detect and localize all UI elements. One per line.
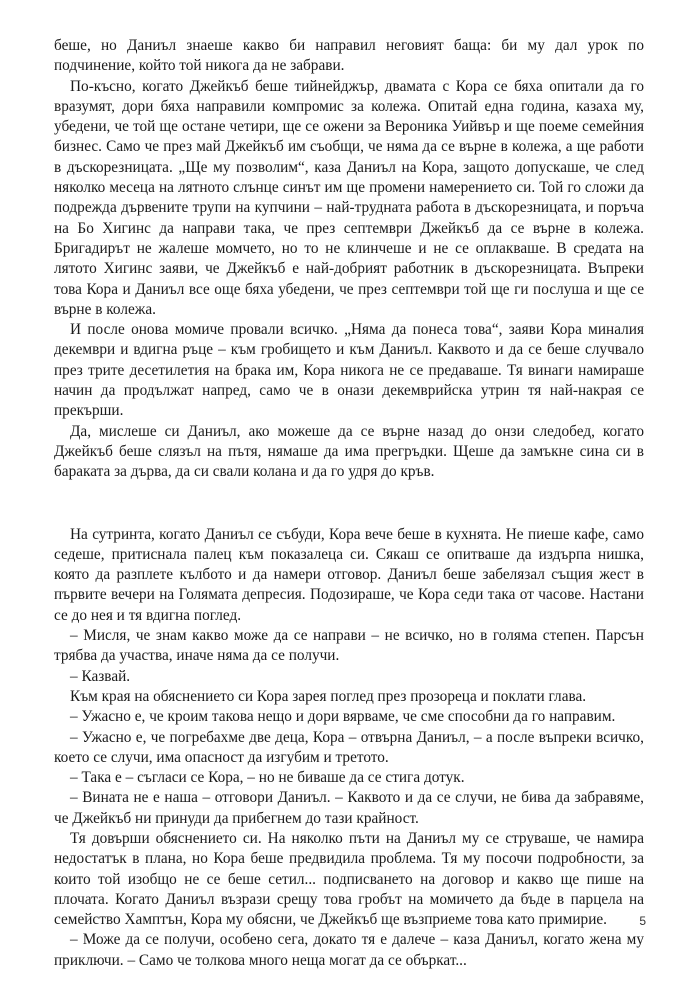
paragraph: Да, мислеше си Даниъл, ако можеше да се върне назад до онзи следобед, когато Джейкъб беше слязъл на пътя, нямаше да има прегръдки. Щеше да замъкне сина си в бараката за дърва, да си свали колана и да го удря до кръв. [54,422,644,481]
dialogue-line: – Вината не е наша – отговори Даниъл. – Каквото и да се случи, не бива да забравяме, че Джейкъб ни принуди да прибегнем до тази крайност. [54,789,644,827]
paragraph: беше, но Даниъл знаеше какво би направил неговият баща: би му дал урок по подчинение, който той никога да не забрави. [54,37,644,75]
dialogue-line: – Ужасно е, че кроим такова нещо и дори вярваме, че сме способни да го направим. [70,708,616,726]
page-body [54,36,644,971]
dialogue-line: – Ужасно е, че погребахме две деца, Кора – отвърна Даниъл, – а после въпреки всичко, което се случи, има опасност да изгубим и третото. [54,728,644,766]
section-break [54,483,644,525]
dialogue-line: – Казвай. [70,667,131,685]
dialogue-line: – Мисля, че знам какво може да се направи – не всичко, но в голяма степен. Парсън трябва да участва, иначе няма да се получи. [54,627,644,665]
paragraph: На сутринта, когато Даниъл се събуди, Кора вече беше в кухнята. Не пиеше кафе, само седеше, притиснала палец към показалеца си. Сякаш се опитваше да издърпа нишка, която да разплете кълбото и да намери отговор. Даниъл беше забелязал същия жест в първите вечери на Голямата депресия. Подозираше, че Кора седи така от часове. Настани се до нея и тя вдигна поглед. [54,525,644,624]
dialogue-line: – Може да се получи, особено сега, докато тя е далече – каза Даниъл, когато жена му приключи. – Само че толкова много неща могат да се объркат... [54,931,644,969]
dialogue-line: – Така е – съгласи се Кора, – но не биваше да се стига дотук. [70,769,465,787]
paragraph: По-късно, когато Джейкъб беше тийнейджър, двамата с Кора се бяха опитали да го вразумят, дори бяха направили компромис за колежа. Опитай една година, казаха му, убедени, че той ще остане четири, ще се ожени за Вероника Уийвър и ще поеме семейния бизнес. Само че през май Джейкъб им съобщи, че няма да се върне в колежа, а ще работи в дъскорезницата. „Ще му позволим“, каза Даниъл на Кора, защото допускаше, че след няколко месеца на лятното слънце синът им ще промени намерението си. Той го сложи да подрежда дървените трупи на купчини – най-трудната работа в дъскорезницата, и поръча на Бо Хигинс да направи така, че през септември Джейкъб да се върне в колежа. Бригадирът не жалеше момчето, но то не клинчеше и не се оплакваше. В средата на лятото Хигинс заяви, че Джейкъб е най-добрият работник в дъскорезницата. Въпреки това Кора и Даниъл все още бяха убедени, че през септември той ще ги послуша и ще се върне в колежа. [54,77,644,318]
page-number: 5 [639,914,646,928]
paragraph: Към края на обяснението си Кора зарея поглед през прозореца и поклати глава. [70,687,587,705]
paragraph: И после онова момиче провали всичко. „Няма да понеса това“, заяви Кора миналия декември и вдигна ръце – към гробището и към Даниъл. Каквото и да се беше случвало през трите десетилетия на брака им, Кора никога не се предаваше. Тя винаги намираше начин да продължат напред, само че в онази декемврийска утрин тя най-накрая се прекърши. [54,321,644,420]
paragraph: Тя довърши обяснението си. На няколко пъти на Даниъл му се струваше, че намира недостатък в плана, но Кора беше предвидила проблема. Тя му посочи подробности, за които той изобщо не се беше сетил... подписването на договор и какво ще пише на плочата. Когато Даниъл възрази срещу това гробът на момичето да бъде в парцела на семейство Хамптън, Кора му обясни, че Джейкъб ще възприеме това като примирие. [54,829,644,929]
